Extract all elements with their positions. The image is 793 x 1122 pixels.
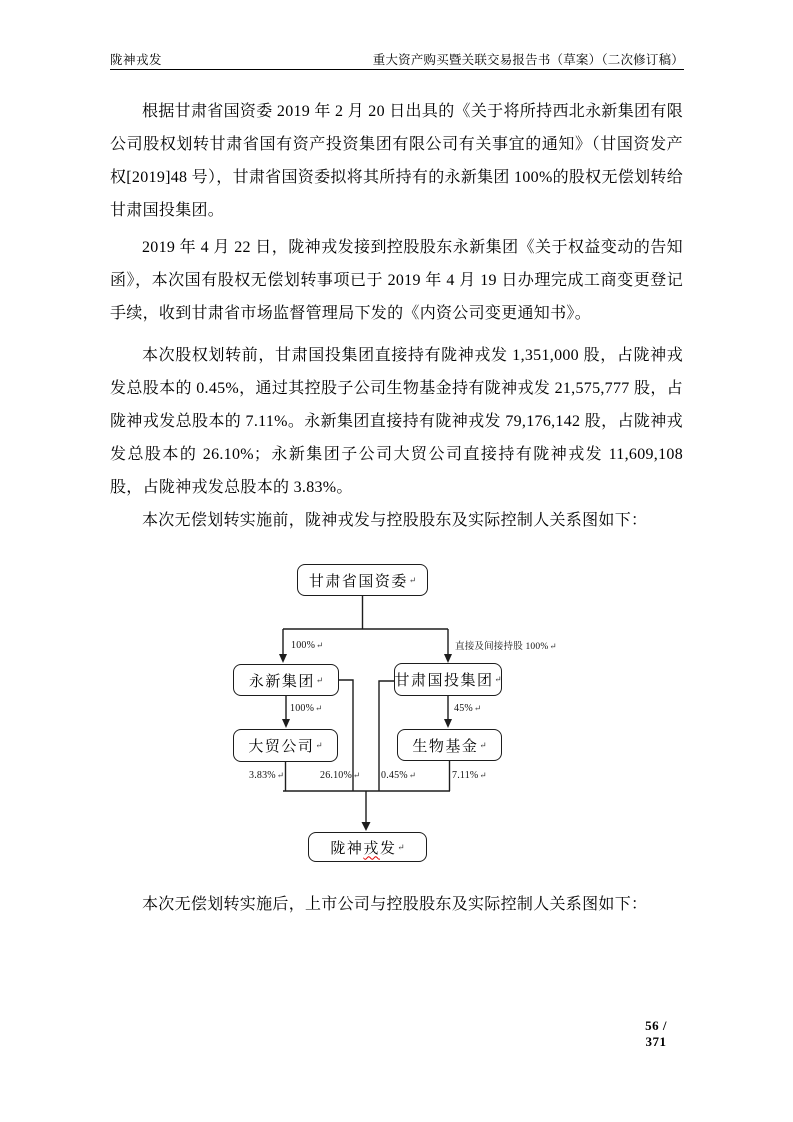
node-label: 永新集团 bbox=[248, 673, 315, 690]
paragraph-chart-intro-before: 本次无偿划转实施前，陇神戎发与控股股东及实际控制人关系图如下： bbox=[142, 512, 648, 529]
node-label: 甘肃省国资委 bbox=[308, 573, 408, 590]
return-mark: ↵ bbox=[397, 841, 405, 852]
body-text bbox=[110, 88, 683, 537]
edge-label-yongxin-to-damao: 100%↵ bbox=[290, 703, 323, 714]
arrowhead-to-shengwu bbox=[444, 719, 452, 728]
edge-label-guotou-to-shengwu: 45%↵ bbox=[454, 703, 482, 714]
header-rule bbox=[110, 69, 684, 70]
return-mark: ↵ bbox=[479, 739, 487, 750]
return-mark: ↵ bbox=[315, 674, 324, 685]
arrowhead-to-guotou bbox=[444, 654, 452, 663]
page-header bbox=[110, 50, 684, 68]
node-label: 生物基金 bbox=[412, 738, 479, 755]
paragraph-change-registration: 2019 年 4 月 22 日，陇神戎发接到控股股东永新集团《关于权益变动的告知函》，本次国有股权无偿划转事项已于 2019 年 4 月 19 日办理完成工商变更登记手续，收到甘肃省市场监督管理局下发的《内资公司变更通知书》。 bbox=[110, 239, 683, 322]
node-damao-company bbox=[233, 729, 338, 762]
paragraph-chart-intro-after: 本次无偿划转实施后，上市公司与控股股东及实际控制人关系图如下： bbox=[142, 896, 648, 913]
node-gansu-guotou-group bbox=[394, 663, 502, 696]
edge-label-damao-pct: 3.83%↵ bbox=[249, 770, 284, 781]
header-right: 重大资产购买暨关联交易报告书（草案）（二次修订稿） bbox=[372, 53, 684, 67]
node-label: 陇神 bbox=[330, 840, 364, 857]
node-label-spellcheck: 戎 bbox=[363, 840, 380, 857]
node-label: 甘肃国投集团 bbox=[394, 673, 494, 689]
edge-label-guotou-pct: 0.45%↵ bbox=[381, 770, 416, 781]
node-yongxin-group bbox=[233, 664, 339, 696]
node-shengwu-fund bbox=[397, 729, 502, 761]
page-number: 56 / 371 bbox=[645, 1018, 667, 1049]
arrowhead-to-damao bbox=[282, 719, 290, 728]
header-left: 陇神戎发 bbox=[110, 53, 163, 67]
node-label: 发 bbox=[379, 840, 397, 857]
org-chart bbox=[0, 550, 793, 885]
edge-label-shengwu-pct: 7.11%↵ bbox=[452, 770, 487, 781]
node-label: 大贸公司 bbox=[248, 739, 315, 755]
edge-label-sasac-to-yongxin: 100%↵ bbox=[291, 640, 324, 651]
node-gansu-sasac bbox=[297, 564, 428, 596]
arrowhead-to-longshen bbox=[362, 822, 371, 831]
edge-label-sasac-to-guotou: 直接及间接持股 100%↵ bbox=[455, 641, 557, 652]
edge-label-yongxin-pct: 26.10%↵ bbox=[320, 770, 361, 781]
return-mark: ↵ bbox=[408, 574, 417, 585]
arrowhead-to-yongxin bbox=[279, 654, 287, 663]
return-mark: ↵ bbox=[494, 674, 502, 684]
return-mark: ↵ bbox=[315, 740, 323, 750]
node-longshen-rongfa bbox=[308, 832, 427, 862]
paragraph-notice: 根据甘肃省国资委 2019 年 2 月 20 日出具的《关于将所持西北永新集团有限公司股权划转甘肃省国有资产投资集团有限公司有关事宜的通知》（甘国资发产权[2019]48 号），甘肃省国资委拟将其所持有的永新集团 100%的股权无偿划转给甘肃国投集团。 bbox=[110, 103, 683, 219]
paragraph-shareholding-detail: 本次股权划转前，甘肃国投集团直接持有陇神戎发 1,351,000 股，占陇神戎发总股本的 0.45%，通过其控股子公司生物基金持有陇神戎发 21,575,777 股，占陇神戎发总股本的 7.11%。永新集团直接持有陇神戎发 79,176,142 股，占陇神戎发总股本的 26.10%；永新集团子公司大贸公司直接持有陇神戎发 11,609,108 股，占陇神戎发总股本的 3.83%。 bbox=[110, 347, 683, 496]
